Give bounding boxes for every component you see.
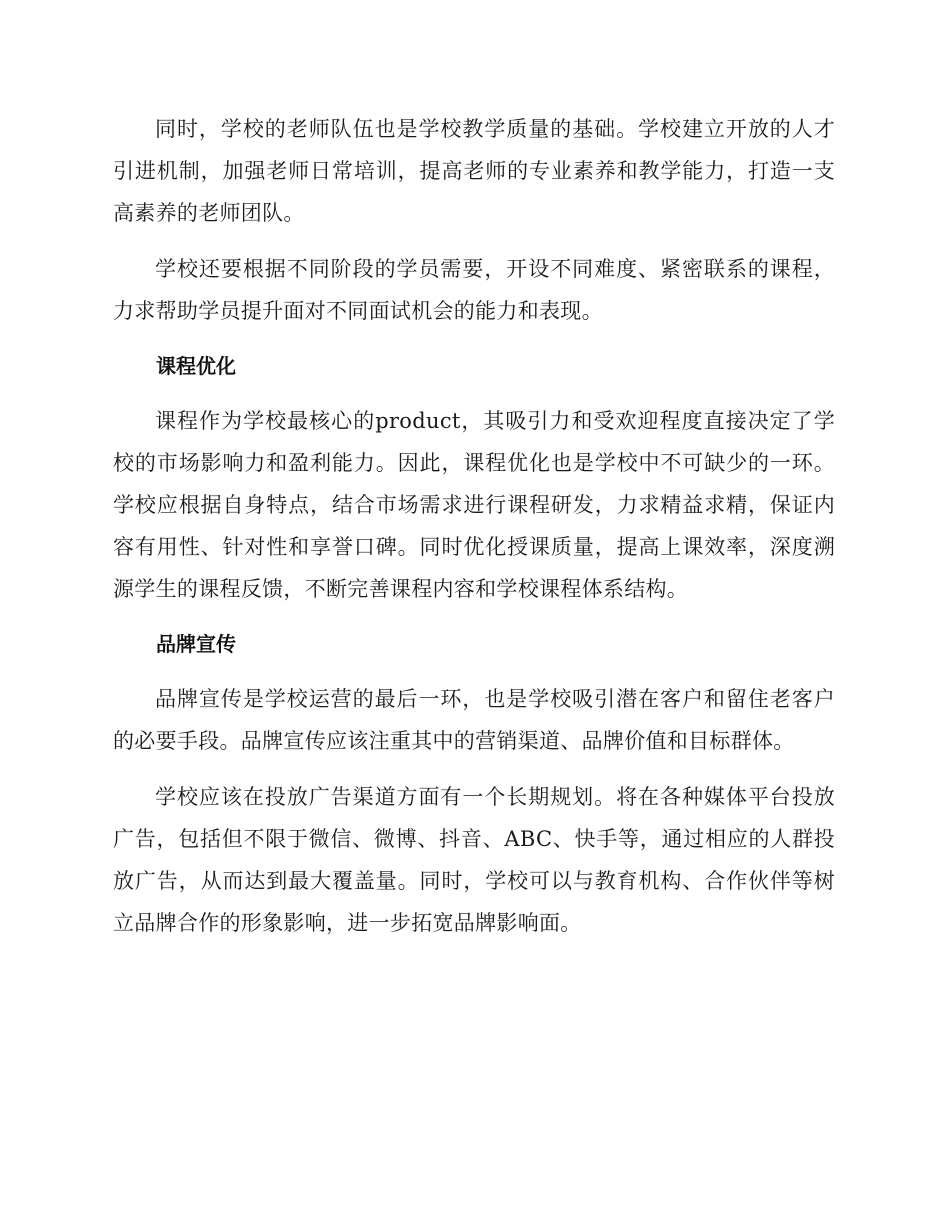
paragraph-ad-channels: 学校应该在投放广告渠道方面有一个长期规划。将在各种媒体平台投放广告，包括但不限于微信、微博、抖音、ABC、快手等，通过相应的人群投放广告，从而达到最大覆盖量。同时，学校可以与教育机构、合作伙伴等树立品牌合作的形象影响，进一步拓宽品牌影响面。 bbox=[113, 785, 835, 935]
paragraph-brand-promotion: 品牌宣传是学校运营的最后一环，也是学校吸引潜在客户和留住老客户的必要手段。品牌宣传应该注重其中的营销渠道、品牌价值和目标群体。 bbox=[113, 687, 835, 753]
document-page bbox=[113, 108, 835, 958]
section-heading-brand-promotion: 品牌宣传 bbox=[156, 632, 236, 656]
paragraph-course-optimization: 课程作为学校最核心的product，其吸引力和受欢迎程度直接决定了学校的市场影响力和盈利能力。因此，课程优化也是学校中不可缺少的一环。学校应根据自身特点，结合市场需求进行课程研发，力求精益求精，保证内容有用性、针对性和享誉口碑。同时优化授课质量，提高上课效率，深度溯源学生的课程反馈，不断完善课程内容和学校课程体系结构。 bbox=[113, 409, 835, 601]
paragraph-teacher-team: 同时，学校的老师队伍也是学校教学质量的基础。学校建立开放的人才引进机制，加强老师日常培训，提高老师的专业素养和教学能力，打造一支高素养的老师团队。 bbox=[113, 117, 835, 225]
section-heading-course-optimization: 课程优化 bbox=[156, 354, 236, 378]
paragraph-course-levels: 学校还要根据不同阶段的学员需要，开设不同难度、紧密联系的课程，力求帮助学员提升面对不同面试机会的能力和表现。 bbox=[113, 257, 835, 323]
